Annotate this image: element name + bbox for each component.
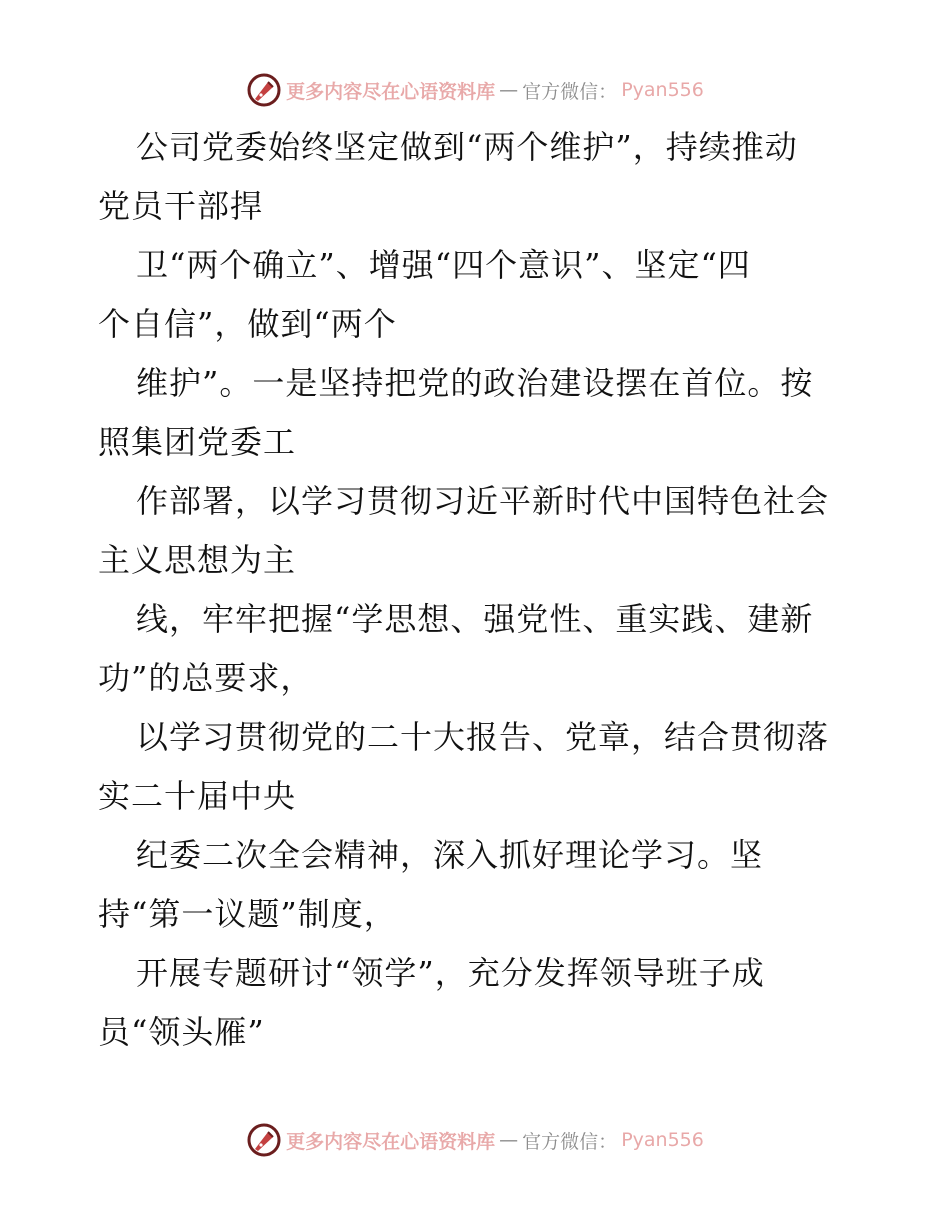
banner-main-text: 更多内容尽在心语资料库	[286, 1130, 496, 1153]
body-line: 实二十届中央	[98, 777, 297, 815]
body-line: 纪委二次全会精神，深入抓好理论学习。坚	[136, 836, 764, 874]
body-line: 照集团党委工	[98, 423, 297, 461]
body-line: 公司党委始终坚定做到“两个维护”，持续推动	[136, 128, 798, 166]
banner-official-label: 官方微信：	[522, 1130, 618, 1153]
body-line: 员“领头雁”	[98, 1013, 265, 1051]
body-line: 持“第一议题”制度，	[98, 895, 397, 933]
pen-nib-logo-icon	[246, 72, 282, 108]
body-line: 作部署，以学习贯彻习近平新时代中国特色社会	[136, 482, 830, 520]
banner-separator: —	[499, 79, 519, 101]
footer-banner	[0, 1120, 950, 1160]
header-banner	[0, 70, 950, 110]
body-line: 主义思想为主	[98, 541, 297, 579]
document-body	[98, 118, 858, 1062]
body-line: 以学习贯彻党的二十大报告、党章，结合贯彻落	[136, 718, 830, 756]
body-line: 功”的总要求，	[98, 659, 314, 697]
body-line: 维护”。一是坚持把党的政治建设摆在首位。按	[136, 364, 814, 402]
body-line: 党员干部捍	[98, 187, 264, 225]
banner-wechat-id: Pyan556	[621, 1129, 704, 1151]
body-line: 线，牢牢把握“学思想、强党性、重实践、建新	[136, 600, 814, 638]
banner-wechat-id: Pyan556	[621, 79, 704, 101]
banner-main-text: 更多内容尽在心语资料库	[286, 80, 496, 103]
body-line: 个自信”，做到“两个	[98, 305, 397, 343]
banner-separator: —	[499, 1129, 519, 1151]
pen-nib-logo-icon	[246, 1122, 282, 1158]
banner-official-label: 官方微信：	[522, 80, 618, 103]
body-line: 开展专题研讨“领学”，充分发挥领导班子成	[136, 954, 765, 992]
body-line: 卫“两个确立”、增强“四个意识”、坚定“四	[136, 246, 751, 284]
